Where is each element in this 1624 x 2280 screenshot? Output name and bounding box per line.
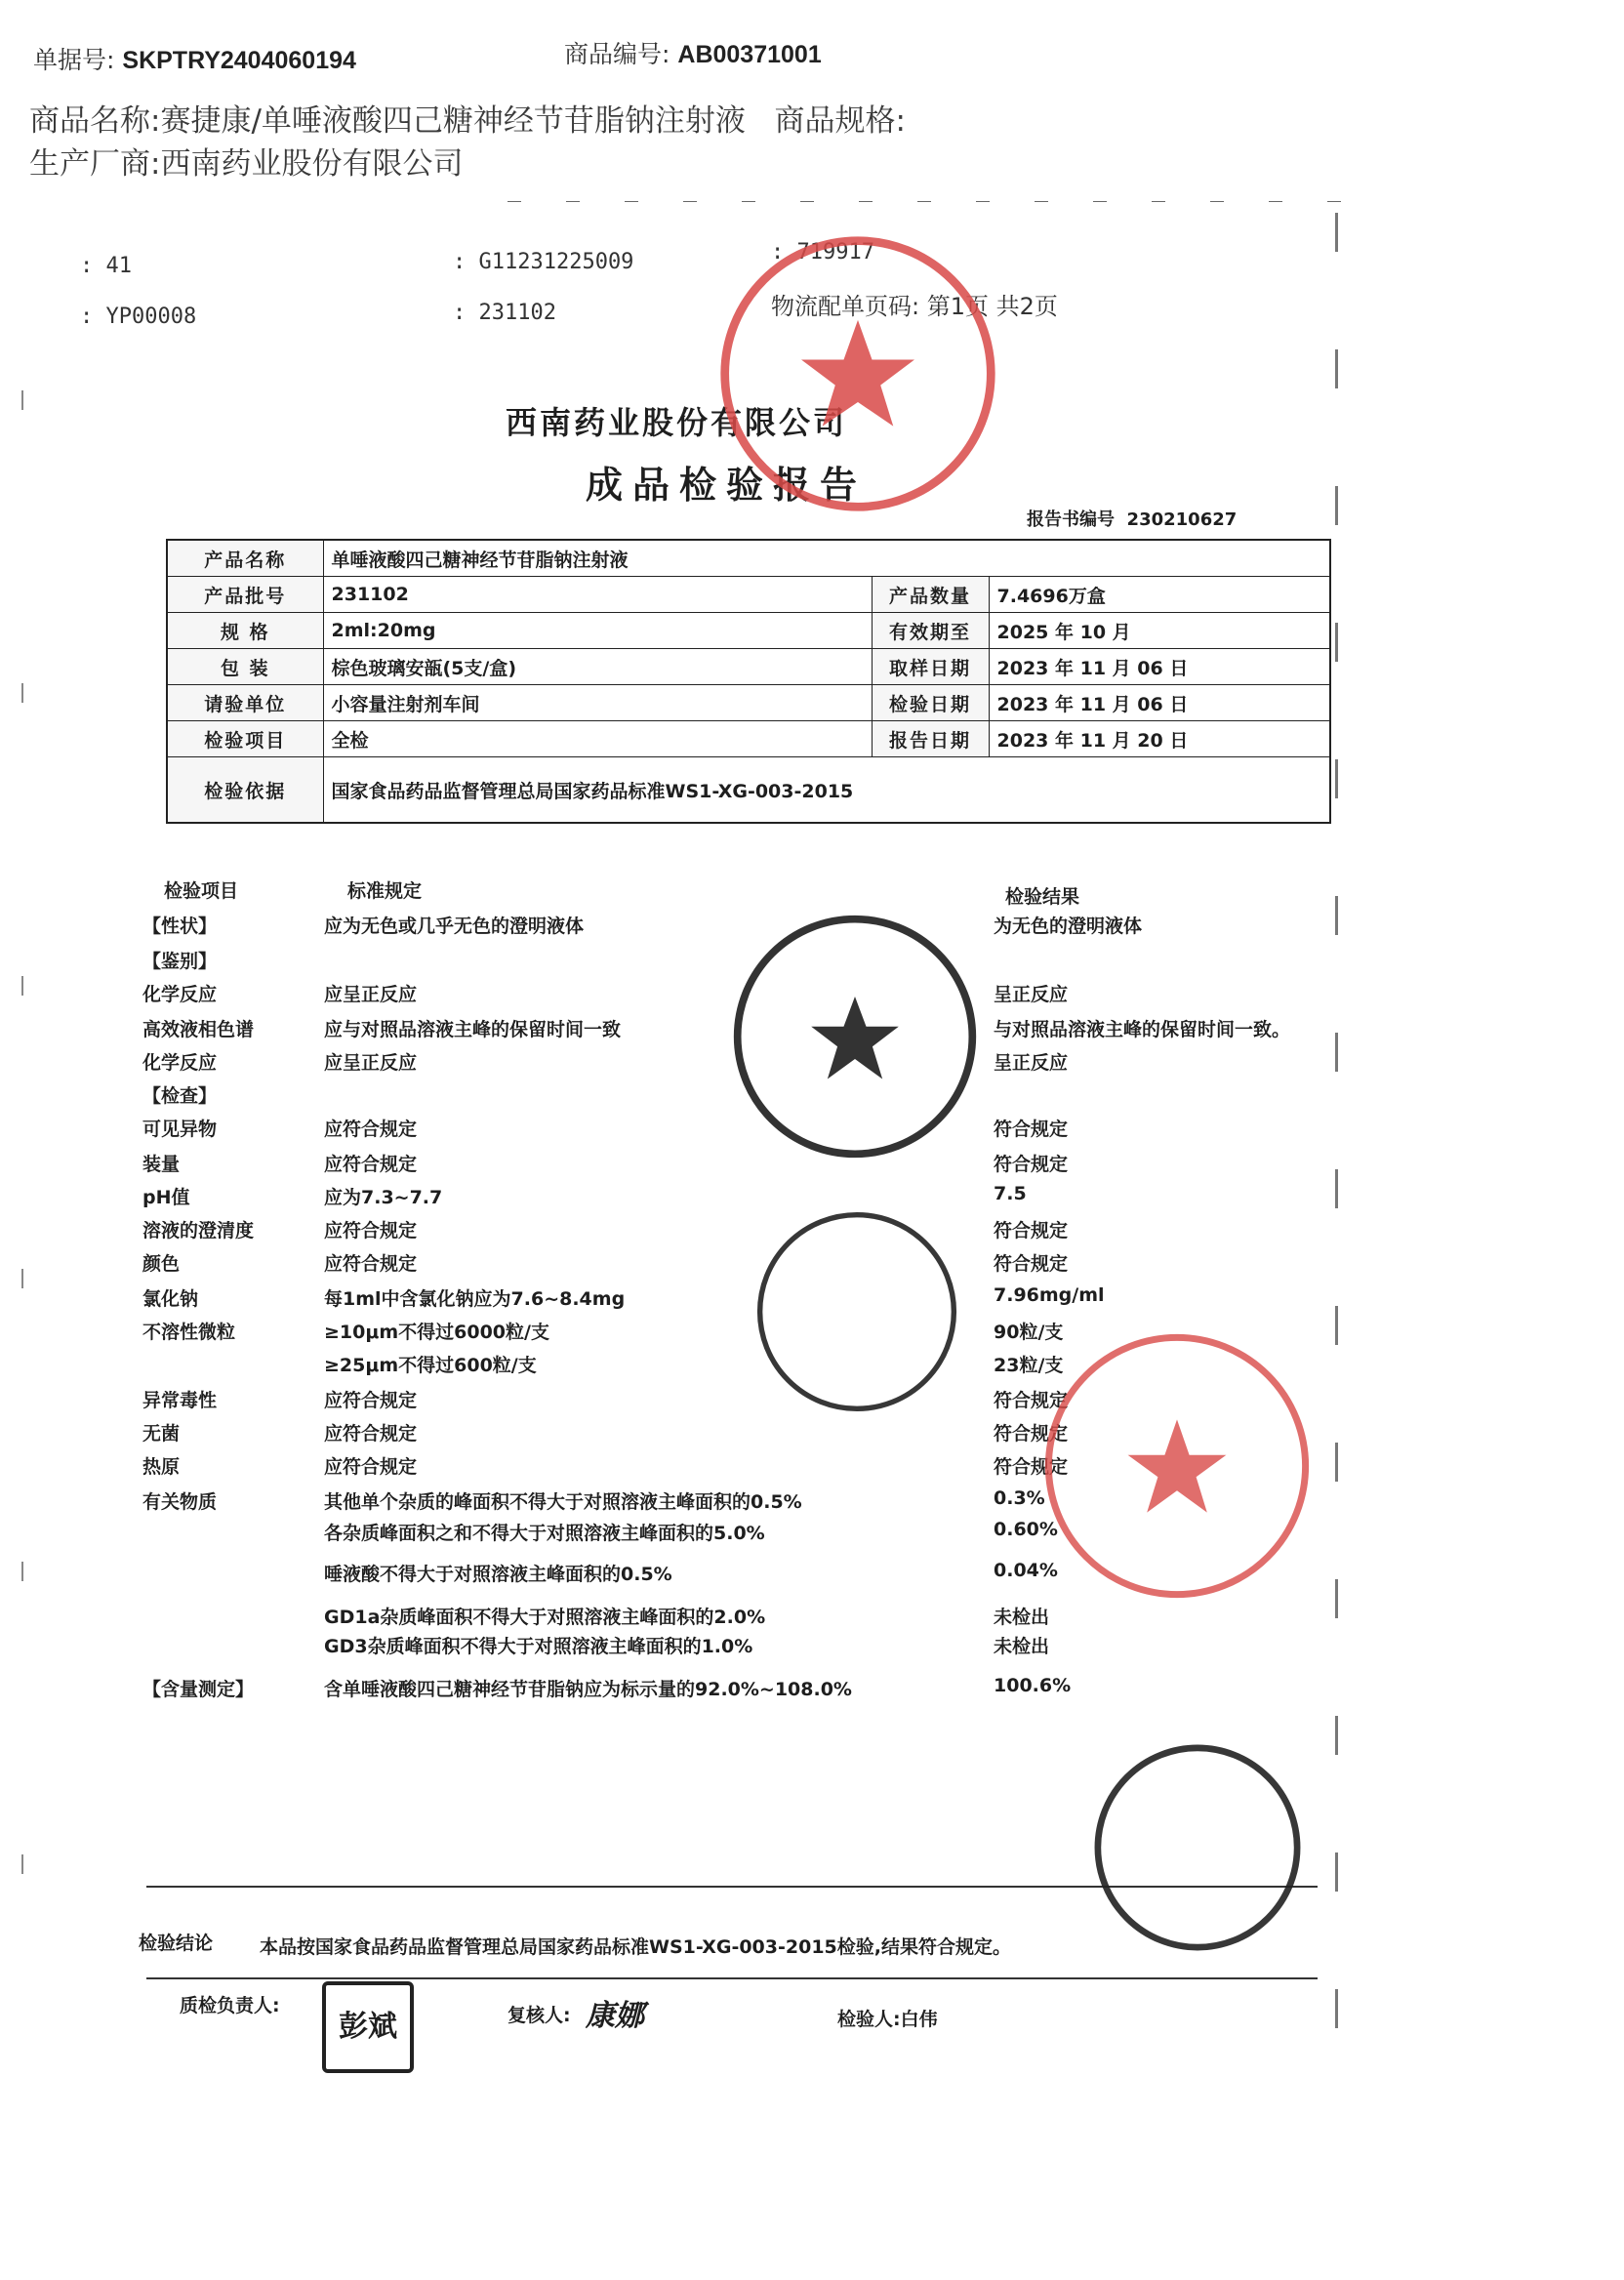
test-item: 氯化钠 (142, 1288, 199, 1310)
red-stamp-top-graphic (716, 232, 999, 515)
slip-field-4: : 231102 (453, 301, 556, 325)
test-item: 有关物质 (142, 1491, 218, 1513)
black-stamp-bottom-graphic (1089, 1739, 1306, 1956)
test-result: 符合规定 (994, 1456, 1069, 1478)
test-item: 【鉴别】 (142, 951, 218, 972)
test-item: 无菌 (142, 1423, 181, 1445)
info-value: 国家食品药品监督管理总局国家药品标准WS1-XG-003-2015 (323, 757, 1330, 824)
test-result: 未检出 (994, 1636, 1050, 1657)
test-standard: 每1ml中含氯化钠应为7.6~8.4mg (324, 1288, 626, 1310)
test-result: 7.96mg/ml (994, 1284, 1105, 1306)
test-result: 100.6% (994, 1675, 1072, 1696)
col-result-header: 检验结果 (1005, 886, 1080, 908)
info-value: 小容量注射剂车间 (323, 685, 872, 721)
test-item: 溶液的澄清度 (142, 1220, 255, 1242)
test-standard: GD3杂质峰面积不得大于对照溶液主峰面积的1.0% (324, 1636, 753, 1657)
test-result: 0.60% (994, 1519, 1058, 1540)
doc-number: 单据号: SKPTRY2404060194 (33, 46, 356, 74)
test-item: 化学反应 (142, 984, 218, 1005)
red-stamp-top (716, 232, 999, 515)
test-standard: 唾液酸不得大于对照溶液主峰面积的0.5% (324, 1564, 672, 1585)
test-result: 符合规定 (994, 1154, 1069, 1175)
info-value: 2023 年 11 月 20 日 (989, 721, 1330, 757)
test-standard: 应符合规定 (324, 1119, 418, 1140)
test-result: 符合规定 (994, 1423, 1069, 1445)
info-label: 报告日期 (872, 721, 989, 757)
test-item: 可见异物 (142, 1119, 218, 1140)
info-label: 请验单位 (167, 685, 323, 721)
info-row (167, 649, 1330, 685)
test-standard: ≥10μm不得过6000粒/支 (324, 1322, 549, 1343)
test-result: 0.04% (994, 1560, 1058, 1581)
test-standard: 应符合规定 (324, 1253, 418, 1275)
black-stamp-lower (751, 1206, 962, 1417)
slip-field-2: : YP00008 (80, 305, 197, 329)
test-result: 23粒/支 (994, 1355, 1064, 1376)
conclusion-bottom-rule (146, 1977, 1318, 1979)
info-label: 检验日期 (872, 685, 989, 721)
manufacturer-line: 生产厂商:西南药业股份有限公司 (29, 146, 464, 182)
slip-page: 物流配单页码: 第1页 共2页 (771, 293, 1058, 320)
info-value: 231102 (323, 577, 872, 613)
info-value: 2023 年 11 月 06 日 (989, 685, 1330, 721)
test-result: 呈正反应 (994, 984, 1069, 1005)
test-standard: 应为7.3~7.7 (324, 1187, 443, 1208)
black-stamp-middle (730, 912, 980, 1161)
right-edge (1335, 213, 1338, 2067)
col-standard-header: 标准规定 (347, 880, 423, 902)
test-standard: 应为无色或几乎无色的澄明液体 (324, 916, 585, 937)
test-standard: 应与对照品溶液主峰的保留时间一致 (324, 1019, 622, 1040)
test-result: 为无色的澄明液体 (994, 916, 1143, 937)
reviewer-label: 复核人: (508, 2005, 571, 2026)
info-label: 取样日期 (872, 649, 989, 685)
test-item: 高效液相色谱 (142, 1019, 255, 1040)
black-stamp-lower-graphic (751, 1206, 962, 1417)
black-stamp-bottom (1089, 1739, 1306, 1956)
test-standard: 应呈正反应 (324, 1052, 418, 1074)
company-title: 西南药业股份有限公司 (506, 404, 848, 441)
test-item: 【性状】 (142, 916, 218, 937)
red-stamp-lower (1040, 1329, 1314, 1603)
test-result: 7.5 (994, 1183, 1027, 1204)
test-standard: 各杂质峰面积之和不得大于对照溶液主峰面积的5.0% (324, 1523, 765, 1544)
black-stamp-middle-graphic (730, 912, 980, 1161)
test-result: 0.3% (994, 1487, 1045, 1509)
info-value: 2023 年 11 月 06 日 (989, 649, 1330, 685)
product-info-table (166, 539, 1331, 824)
test-result: 符合规定 (994, 1220, 1069, 1242)
inspector-label: 检验人:白伟 (837, 2009, 938, 2030)
info-label: 包 装 (167, 649, 323, 685)
test-item: pH值 (142, 1187, 190, 1208)
test-standard: 应符合规定 (324, 1456, 418, 1478)
test-result: 90粒/支 (994, 1322, 1064, 1343)
info-value: 2ml:20mg (323, 613, 872, 649)
test-item: 【含量测定】 (142, 1679, 255, 1700)
info-row (167, 613, 1330, 649)
info-label: 产品名称 (167, 540, 323, 577)
info-label: 产品数量 (872, 577, 989, 613)
slip-field-3: : G11231225009 (453, 250, 634, 274)
info-label: 检验项目 (167, 721, 323, 757)
info-value: 全检 (323, 721, 872, 757)
info-row (167, 540, 1330, 577)
test-item: 颜色 (142, 1253, 181, 1275)
test-item: 不溶性微粒 (142, 1322, 236, 1343)
info-row (167, 757, 1330, 824)
info-value: 7.4696万盒 (989, 577, 1330, 613)
red-stamp-lower-graphic (1040, 1329, 1314, 1603)
qc-label: 质检负责人: (180, 1995, 280, 2016)
slip-field-5: : 719917 (771, 240, 874, 265)
col-item-header: 检验项目 (164, 880, 239, 902)
test-result: 与对照品溶液主峰的保留时间一致。 (994, 1019, 1291, 1040)
test-result: 呈正反应 (994, 1052, 1069, 1074)
test-standard: 应符合规定 (324, 1423, 418, 1445)
test-item: 化学反应 (142, 1052, 218, 1074)
info-label: 有效期至 (872, 613, 989, 649)
info-label: 规 格 (167, 613, 323, 649)
conclusion-label: 检验结论 (139, 1933, 214, 1954)
info-row (167, 685, 1330, 721)
test-item: 【检查】 (142, 1085, 218, 1107)
info-label: 检验依据 (167, 757, 323, 824)
product-code: 商品编号: AB00371001 (564, 40, 822, 68)
test-standard: ≥25μm不得过600粒/支 (324, 1355, 537, 1376)
test-standard: 应符合规定 (324, 1154, 418, 1175)
slip-edge (508, 201, 1347, 202)
left-edge (21, 390, 23, 2147)
info-value: 棕色玻璃安瓿(5支/盒) (323, 649, 872, 685)
info-value: 2025 年 10 月 (989, 613, 1330, 649)
test-item: 热原 (142, 1456, 181, 1478)
qc-seal: 彭斌 (322, 1981, 414, 2073)
slip-field-1: : 41 (80, 254, 132, 278)
report-number: 报告书编号 230210627 (1027, 509, 1238, 530)
test-standard: 应符合规定 (324, 1390, 418, 1411)
test-standard: GD1a杂质峰面积不得大于对照溶液主峰面积的2.0% (324, 1607, 766, 1628)
test-result: 符合规定 (994, 1119, 1069, 1140)
info-row (167, 721, 1330, 757)
test-standard: 应符合规定 (324, 1220, 418, 1242)
info-value: 单唾液酸四己糖神经节苷脂钠注射液 (323, 540, 1330, 577)
report-title: 成品检验报告 (586, 463, 868, 507)
test-standard: 含单唾液酸四己糖神经节苷脂钠应为标示量的92.0%~108.0% (324, 1679, 852, 1700)
info-label: 产品批号 (167, 577, 323, 613)
test-result: 符合规定 (994, 1390, 1069, 1411)
test-item: 装量 (142, 1154, 181, 1175)
conclusion-text: 本品按国家食品药品监督管理总局国家药品标准WS1-XG-003-2015检验,结果符合规定。 (260, 1936, 1011, 1958)
test-standard: 应呈正反应 (324, 984, 418, 1005)
info-row (167, 577, 1330, 613)
test-item: 异常毒性 (142, 1390, 218, 1411)
reviewer-signature: 康娜 (586, 1999, 644, 2033)
test-standard: 其他单个杂质的峰面积不得大于对照溶液主峰面积的0.5% (324, 1491, 802, 1513)
test-result: 未检出 (994, 1607, 1050, 1628)
test-result: 符合规定 (994, 1253, 1069, 1275)
product-name-line: 商品名称:赛捷康/单唾液酸四己糖神经节苷脂钠注射液 商品规格: (29, 103, 906, 139)
